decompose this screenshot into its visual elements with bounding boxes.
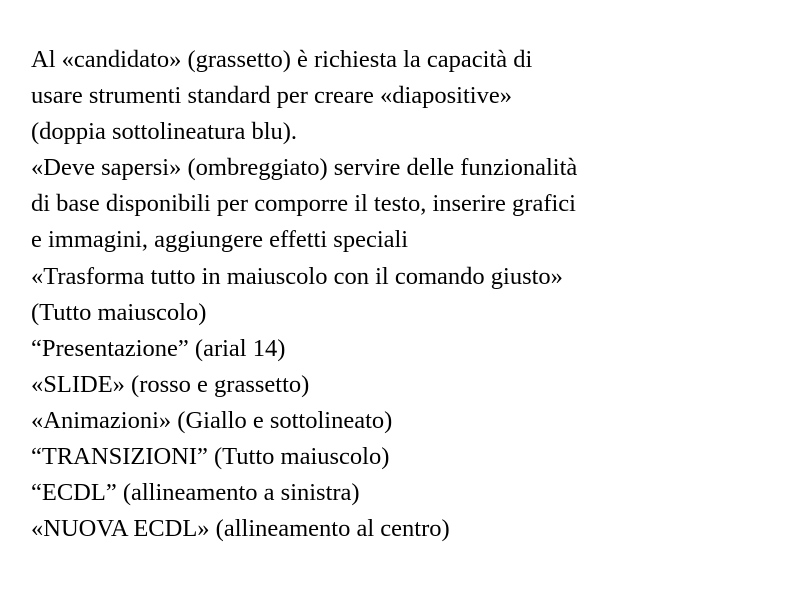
text-line-2: usare strumenti standard per creare «diapositive» xyxy=(31,82,512,110)
text-line-9: “Presentazione” (arial 14) xyxy=(31,334,286,362)
document-text-block xyxy=(31,42,781,547)
text-line-4: «Deve sapersi» (ombreggiato) servire delle funzionalità xyxy=(31,154,578,182)
text-line-7: «Trasforma tutto in maiuscolo con il comando giusto» xyxy=(31,262,563,290)
text-line-3: (doppia sottolineatura blu). xyxy=(31,118,298,146)
text-line-14: «NUOVA ECDL» (allineamento al centro) xyxy=(31,515,450,543)
text-line-12: “TRANSIZIONI” (Tutto maiuscolo) xyxy=(31,443,390,471)
text-line-5: di base disponibili per comporre il testo, inserire grafici xyxy=(31,190,576,218)
text-line-8: (Tutto maiuscolo) xyxy=(31,298,207,326)
text-line-11: «Animazioni» (Giallo e sottolineato) xyxy=(31,406,393,434)
text-line-13: “ECDL” (allineamento a sinistra) xyxy=(31,479,360,507)
text-line-6: e immagini, aggiungere effetti speciali xyxy=(31,226,409,254)
text-line-1: Al «candidato» (grassetto) è richiesta la capacità di xyxy=(31,46,533,73)
text-line-10: «SLIDE» (rosso e grassetto) xyxy=(31,370,310,398)
